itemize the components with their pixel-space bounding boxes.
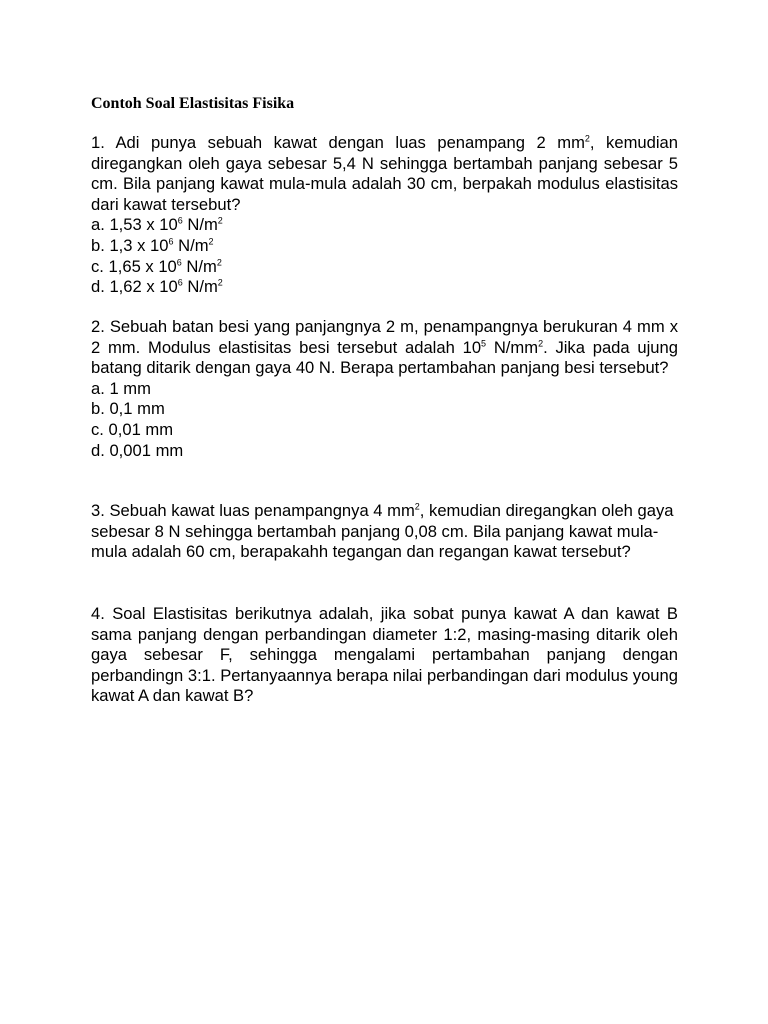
option-a — [91, 215, 678, 236]
question-2-stem-text: . Jika pada ujung batang ditarik dengan gaya 40 N. Berapa pertambahan panjang besi tersebut? — [91, 337, 678, 378]
option-a: a. 1 mm — [91, 378, 151, 398]
superscript: 2 — [217, 215, 223, 226]
question-2-options — [91, 379, 678, 461]
option-c — [91, 257, 678, 278]
document-title: Contoh Soal Elastisitas Fisika — [91, 95, 295, 112]
superscript: 2 — [208, 236, 214, 247]
superscript: 6 — [177, 215, 183, 226]
question-2-stem-text: 2. Sebuah batan besi yang panjangnya 2 m, penampangnya berukuran 4 mm x 2 mm. Modulus elastisitas besi tersebut adalah 10 — [91, 317, 678, 357]
option-text: a. 1,53 x 10 — [91, 215, 178, 235]
question-3-stem — [91, 501, 678, 563]
question-4-stem: 4. Soal Elastisitas berikutnya adalah, jika sobat punya kawat A dan kawat B sama panjang dengan perbandingan diameter 1:2, masing-masing ditarik oleh gaya sebesar F, sehingga mengalami pertambahan panjang dengan perbandingn 3:1. Pertanyaannya berapa nilai perbandingan dari modulus young kawat A dan kawat B? — [91, 604, 678, 706]
question-1-options — [91, 215, 678, 297]
superscript: 6 — [176, 257, 182, 268]
question-3-stem-text: 3. Sebuah kawat luas penampangnya 4 mm — [91, 501, 415, 520]
superscript: 2 — [584, 133, 590, 144]
option-d: d. 0,001 mm — [91, 440, 184, 460]
question-4 — [91, 604, 678, 707]
superscript: 6 — [168, 236, 174, 247]
question-2-stem-text: N/mm — [486, 337, 539, 357]
option-unit: N/m — [181, 256, 217, 276]
question-3-stem-text: , kemudian diregangkan oleh gaya sebesar 8 N sehingga bertambah panjang 0,08 cm. Bila panjang kawat mula-mula adalah 60 cm, berapakahh tegangan dan regangan kawat tersebut? — [91, 501, 674, 562]
superscript: 2 — [216, 257, 222, 268]
option-text: b. 1,3 x 10 — [91, 235, 169, 255]
option-text: d. 1,62 x 10 — [91, 277, 178, 297]
question-1-stem-text: 1. Adi punya sebuah kawat dengan luas penampang 2 mm — [91, 133, 585, 152]
option-d — [91, 277, 678, 298]
option-unit: N/m — [182, 215, 218, 235]
option-text: c. 1,65 x 10 — [91, 256, 177, 276]
option-unit: N/m — [173, 235, 209, 255]
option-b — [91, 236, 678, 257]
superscript: 6 — [177, 277, 183, 288]
option-unit: N/m — [182, 277, 218, 297]
question-3 — [91, 501, 678, 563]
question-1-stem — [91, 133, 678, 215]
question-1 — [91, 133, 678, 298]
option-c: c. 0,01 mm — [91, 419, 174, 439]
question-2-stem — [91, 317, 678, 379]
question-2 — [91, 317, 678, 461]
superscript: 2 — [538, 338, 544, 349]
question-1-stem-text: , kemudian diregangkan oleh gaya sebesar 5,4 N sehingga bertambah panjang sebesar 5 cm. Bila panjang kawat mula-mula adalah 30 cm, berpakah modulus elastisitas dari kawat tersebut? — [91, 133, 678, 214]
superscript: 5 — [481, 338, 487, 349]
option-b: b. 0,1 mm — [91, 399, 165, 419]
superscript: 2 — [217, 277, 223, 288]
superscript: 2 — [414, 501, 420, 512]
